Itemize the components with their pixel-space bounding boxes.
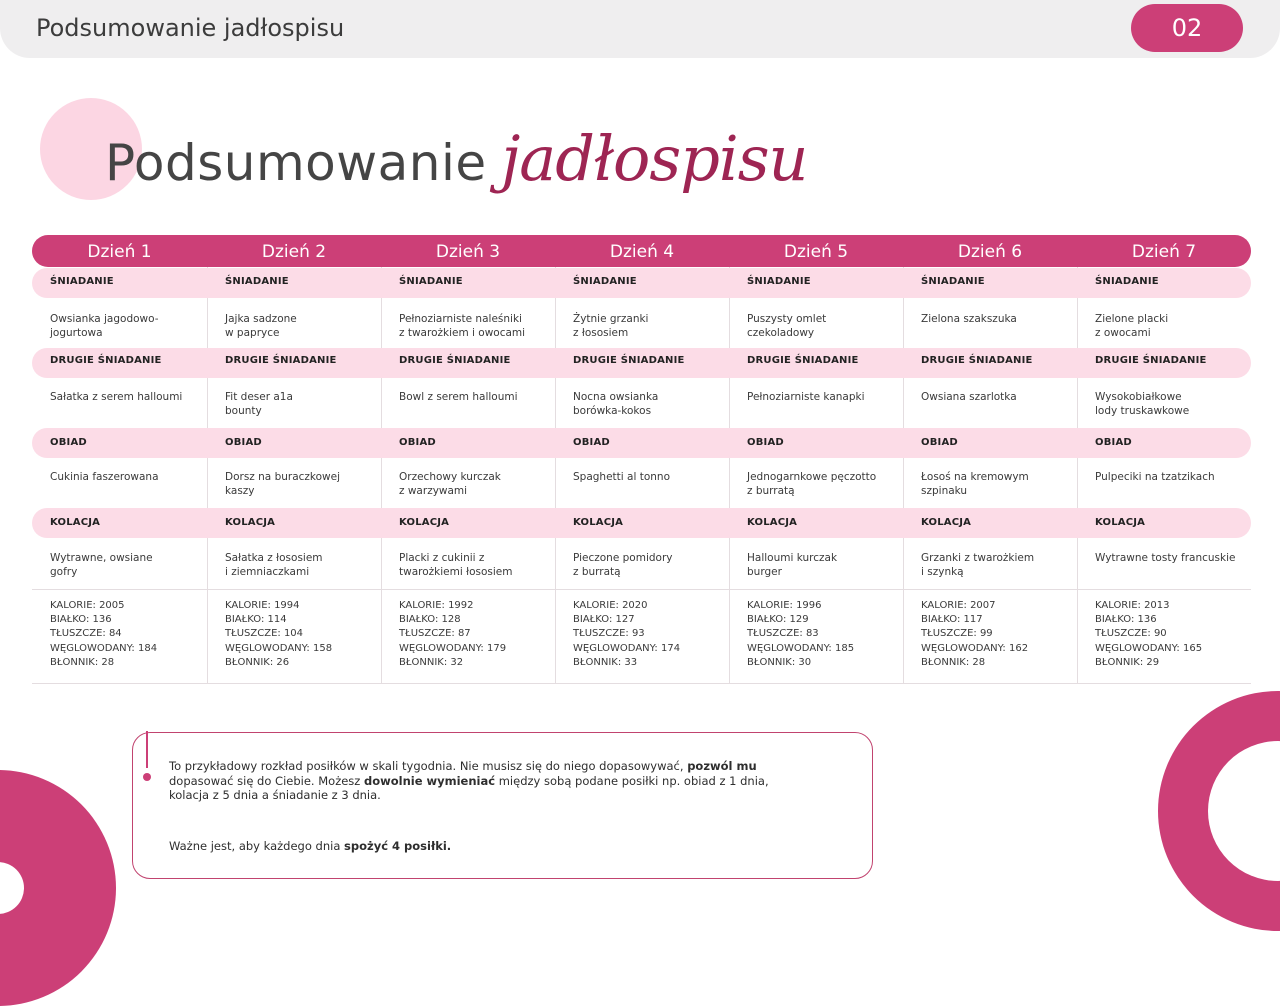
meal-item: Placki z cukinii z twarożkiemi łososiem [399,552,513,578]
nutrition-line: TŁUSZCZE: 87 [399,628,471,640]
row-divider [32,589,1251,590]
meal-label-dinner: KOLACJA [1095,517,1146,528]
note-text-2: dopasować się do Ciebie. Możesz [169,773,364,788]
day-header-3: Dzień 3 [435,242,501,262]
nutrition-line: WĘGLOWODANY: 165 [1095,642,1203,654]
nutrition-line: BIAŁKO: 127 [573,614,635,626]
meal-label-lunch: OBIAD [225,437,262,448]
meal-item: Pieczone pomidory z burratą [573,552,673,578]
heading-plain: Podsumowanie [105,134,487,192]
day-header-7: Dzień 7 [1131,242,1197,262]
meal-label-dinner: KOLACJA [225,517,276,528]
nutrition-summary [225,599,332,670]
meal-label-dinner: KOLACJA [50,517,101,528]
meal-item: Żytnie grzanki z łososiem [573,313,649,339]
nutrition-summary [1095,599,1202,670]
meal-item: Dorsz na buraczkowej kaszy [225,471,341,497]
nutrition-line: TŁUSZCZE: 99 [921,628,993,640]
column-divider [381,235,382,684]
meal-label-dinner: KOLACJA [747,517,798,528]
meal-item: Łosoś na kremowym szpinaku [921,471,1029,497]
nutrition-line: BŁONNIK: 26 [225,656,290,668]
nutrition-summary [747,599,854,670]
exclamation-dot [143,773,151,781]
page-number-badge: 02 [1131,4,1243,52]
meal-item: Bowl z serem halloumi [399,391,518,403]
meal-label-dinner: KOLACJA [921,517,972,528]
meal-item: Fit deser a1a bounty [225,391,293,417]
meal-label-breakfast: ŚNIADANIE [573,276,637,287]
nutrition-summary [50,599,157,670]
nutrition-line: BIAŁKO: 136 [1095,614,1157,626]
column-divider [729,235,730,684]
nutrition-line: KALORIE: 1994 [225,600,300,611]
meal-item: Zielone placki z owocami [1095,313,1169,339]
nutrition-line: BIAŁKO: 128 [399,614,461,626]
meal-item: Grzanki z twarożkiem i szynką [921,552,1035,578]
day-header-5: Dzień 5 [783,242,849,262]
nutrition-line: KALORIE: 1996 [747,600,822,611]
nutrition-line: BŁONNIK: 28 [921,656,986,668]
meal-band-lunch [32,428,1251,458]
nutrition-line: BŁONNIK: 33 [573,656,638,668]
note-text-3: między sobą podane posiłki np. obiad z 1 dnia, kolacja z 5 dnia a śniadanie z 3 dnia. [169,773,769,802]
note-bold-1: pozwól mu [687,759,757,773]
meal-label-dinner: KOLACJA [573,517,624,528]
meal-label-second_breakfast: DRUGIE ŚNIADANIE [1095,355,1207,366]
meal-label-lunch: OBIAD [399,437,436,448]
meal-item: Pełnoziarniste naleśniki z twarożkiem i owocami [399,313,526,339]
meal-label-lunch: OBIAD [921,437,958,448]
nutrition-line: KALORIE: 1992 [399,600,474,611]
nutrition-line: BIAŁKO: 136 [50,614,112,626]
nutrition-line: TŁUSZCZE: 83 [747,628,819,640]
nutrition-line: KALORIE: 2007 [921,600,996,611]
nutrition-line: BŁONNIK: 32 [399,656,464,668]
heading-script: jadłospisu [501,122,808,195]
column-divider [555,235,556,684]
note-box [132,732,873,879]
meal-item: Owsianka jagodowo- jogurtowa [50,313,159,339]
note-line-2 [169,839,451,853]
nutrition-line: TŁUSZCZE: 93 [573,628,645,640]
note-bold-2: dowolnie wymieniać [363,773,496,788]
meal-item: Halloumi kurczak burger [747,552,838,578]
meal-label-second_breakfast: DRUGIE ŚNIADANIE [50,355,162,366]
nutrition-line: BŁONNIK: 29 [1095,656,1160,668]
nutrition-line: BŁONNIK: 28 [50,656,115,668]
meal-label-breakfast: ŚNIADANIE [1095,276,1159,287]
meal-item: Wytrawne tosty francuskie [1095,552,1236,564]
nutrition-line: WĘGLOWODANY: 162 [921,642,1029,654]
meal-item: Sałatka z łososiem i ziemniaczkami [225,552,323,578]
meal-label-breakfast: ŚNIADANIE [747,276,811,287]
meal-item: Wytrawne, owsiane gofry [50,552,153,578]
meal-label-breakfast: ŚNIADANIE [225,276,289,287]
meal-item: Cukinia faszerowana [50,471,159,483]
top-bar [0,0,1280,58]
nutrition-line: TŁUSZCZE: 104 [225,628,304,640]
table-bottom-line [32,683,1251,684]
decorative-ring-left [0,770,116,1006]
nutrition-line: TŁUSZCZE: 84 [50,628,122,640]
nutrition-summary [573,599,680,670]
meal-label-dinner: KOLACJA [399,517,450,528]
meal-item: Pulpeciki na tzatzikach [1095,471,1215,483]
meal-item: Spaghetti al tonno [573,471,670,483]
day-header-6: Dzień 6 [957,242,1023,262]
note-text-1: To przykładowy rozkład posiłków w skali tygodnia. Nie musisz się do niego dopasowywać, [169,759,688,773]
meal-band-breakfast [32,268,1251,298]
meal-band-dinner [32,508,1251,538]
meal-label-second_breakfast: DRUGIE ŚNIADANIE [747,355,859,366]
nutrition-summary [399,599,506,670]
meal-item: Pełnoziarniste kanapki [747,391,865,403]
meal-item: Jednogarnkowe pęczotto z burratą [747,471,877,497]
nutrition-line: BIAŁKO: 129 [747,614,809,626]
meal-label-lunch: OBIAD [573,437,610,448]
meal-item: Owsiana szarlotka [921,391,1017,403]
meal-item: Sałatka z serem halloumi [50,391,183,403]
meal-label-breakfast: ŚNIADANIE [399,276,463,287]
nutrition-line: TŁUSZCZE: 90 [1095,628,1167,640]
meal-item: Jajka sadzone w papryce [225,313,297,339]
page-heading [105,122,807,195]
note-line2-text: Ważne jest, aby każdego dnia [169,839,345,853]
day-header-row [32,235,1251,267]
meal-label-lunch: OBIAD [50,437,87,448]
day-header-4: Dzień 4 [609,242,675,262]
nutrition-line: WĘGLOWODANY: 174 [573,642,681,654]
meal-item: Puszysty omlet czekoladowy [747,313,827,339]
meal-label-lunch: OBIAD [1095,437,1132,448]
meal-item: Orzechowy kurczak z warzywami [399,471,501,497]
meal-label-breakfast: ŚNIADANIE [50,276,114,287]
meal-label-second_breakfast: DRUGIE ŚNIADANIE [225,355,337,366]
nutrition-line: BŁONNIK: 30 [747,656,812,668]
meal-item: Nocna owsianka borówka-kokos [573,391,659,417]
meal-item: Zielona szakszuka [921,313,1017,325]
day-header-2: Dzień 2 [261,242,327,262]
meal-label-lunch: OBIAD [747,437,784,448]
column-divider [903,235,904,684]
nutrition-line: KALORIE: 2013 [1095,600,1170,611]
meal-label-breakfast: ŚNIADANIE [921,276,985,287]
nutrition-line: KALORIE: 2020 [573,600,648,611]
exclamation-icon [146,731,148,768]
day-header-1: Dzień 1 [87,242,152,262]
nutrition-line: WĘGLOWODANY: 185 [747,642,855,654]
meal-label-second_breakfast: DRUGIE ŚNIADANIE [399,355,511,366]
nutrition-line: BIAŁKO: 117 [921,614,983,626]
nutrition-line: WĘGLOWODANY: 184 [50,642,158,654]
nutrition-line: WĘGLOWODANY: 158 [225,642,333,654]
nutrition-line: BIAŁKO: 114 [225,614,287,626]
meal-label-second_breakfast: DRUGIE ŚNIADANIE [573,355,685,366]
nutrition-line: KALORIE: 2005 [50,600,125,611]
nutrition-line: WĘGLOWODANY: 179 [399,642,507,654]
column-divider [207,235,208,684]
meal-item: Wysokobiałkowe lody truskawkowe [1095,391,1190,417]
decorative-ring-right [1158,691,1280,931]
column-divider [1077,235,1078,684]
note-line2-bold: spożyć 4 posiłki. [344,839,452,853]
nutrition-summary [921,599,1028,670]
note-paragraph [169,759,809,803]
meal-label-second_breakfast: DRUGIE ŚNIADANIE [921,355,1033,366]
document-title: Podsumowanie jadłospisu [36,14,345,42]
